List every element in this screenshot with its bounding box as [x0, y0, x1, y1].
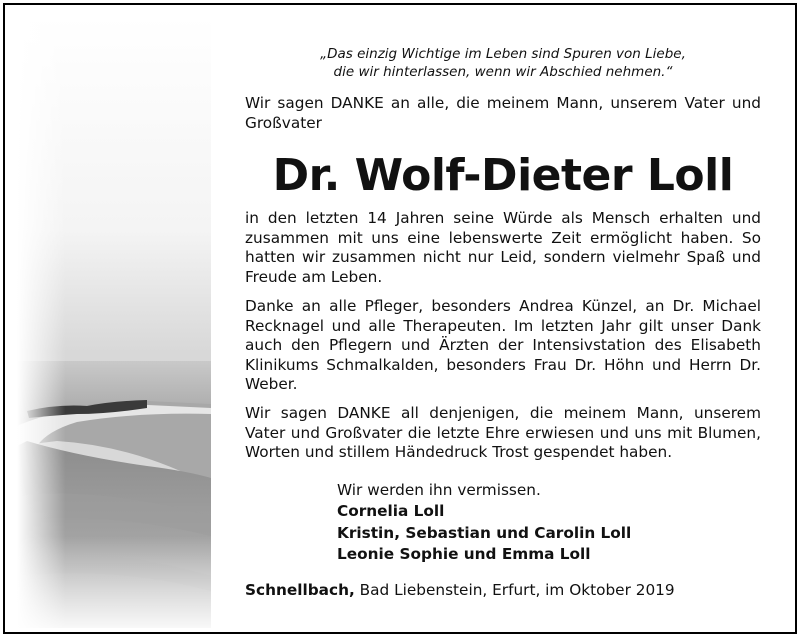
quote-line-1: „Das einzig Wichtige im Leben sind Spuren von Liebe,	[320, 46, 686, 62]
place-name: Schnellbach,	[245, 581, 355, 599]
paragraph-1: in den letzten 14 Jahren seine Würde als Mensch erhalten und zusammen mit uns eine lebenswerte Zeit ermöglicht haben. So hatten wir zusammen nicht nur Leid, sondern vielmehr Spaß und Freude am Leben.	[245, 209, 761, 286]
memorial-quote	[245, 45, 761, 81]
beach-photo	[17, 16, 211, 628]
family-member-line: Cornelia Loll	[337, 502, 445, 520]
place-date-line	[245, 579, 761, 601]
intro-text: Wir sagen DANKE an alle, die meinem Mann, unserem Vater und Großvater	[245, 94, 761, 132]
family-member-line: Leonie Sophie und Emma Loll	[337, 545, 591, 563]
obituary-notice	[3, 3, 797, 634]
paragraph-2: Danke an alle Pfleger, besonders Andrea Künzel, an Dr. Michael Recknagel und alle Therapeuten. Im letzten Jahr gilt unser Dank auch den Pflegern und Ärzten der Intensivstation des Elisabeth Klinikums Schmalkalden, besonders Frau Dr. Höhn und Herrn Dr. Weber.	[245, 297, 761, 394]
signature-lead: Wir werden ihn vermissen.	[337, 481, 541, 499]
deceased-name: Dr. Wolf-Dieter Loll	[272, 150, 734, 201]
signature-block	[337, 479, 757, 566]
family-member-line: Kristin, Sebastian und Carolin Loll	[337, 523, 632, 542]
quote-line-2: die wir hinterlassen, wenn wir Abschied nehmen.“	[333, 64, 673, 80]
paragraph-3: Wir sagen DANKE all denjenigen, die meinem Mann, unserem Vater und Großvater die letzte Ehre erwiesen und uns mit Blumen, Worten und stillem Händedruck Trost gespendet haben.	[245, 404, 761, 462]
place-date-rest: Bad Liebenstein, Erfurt, im Oktober 2019	[354, 581, 675, 599]
